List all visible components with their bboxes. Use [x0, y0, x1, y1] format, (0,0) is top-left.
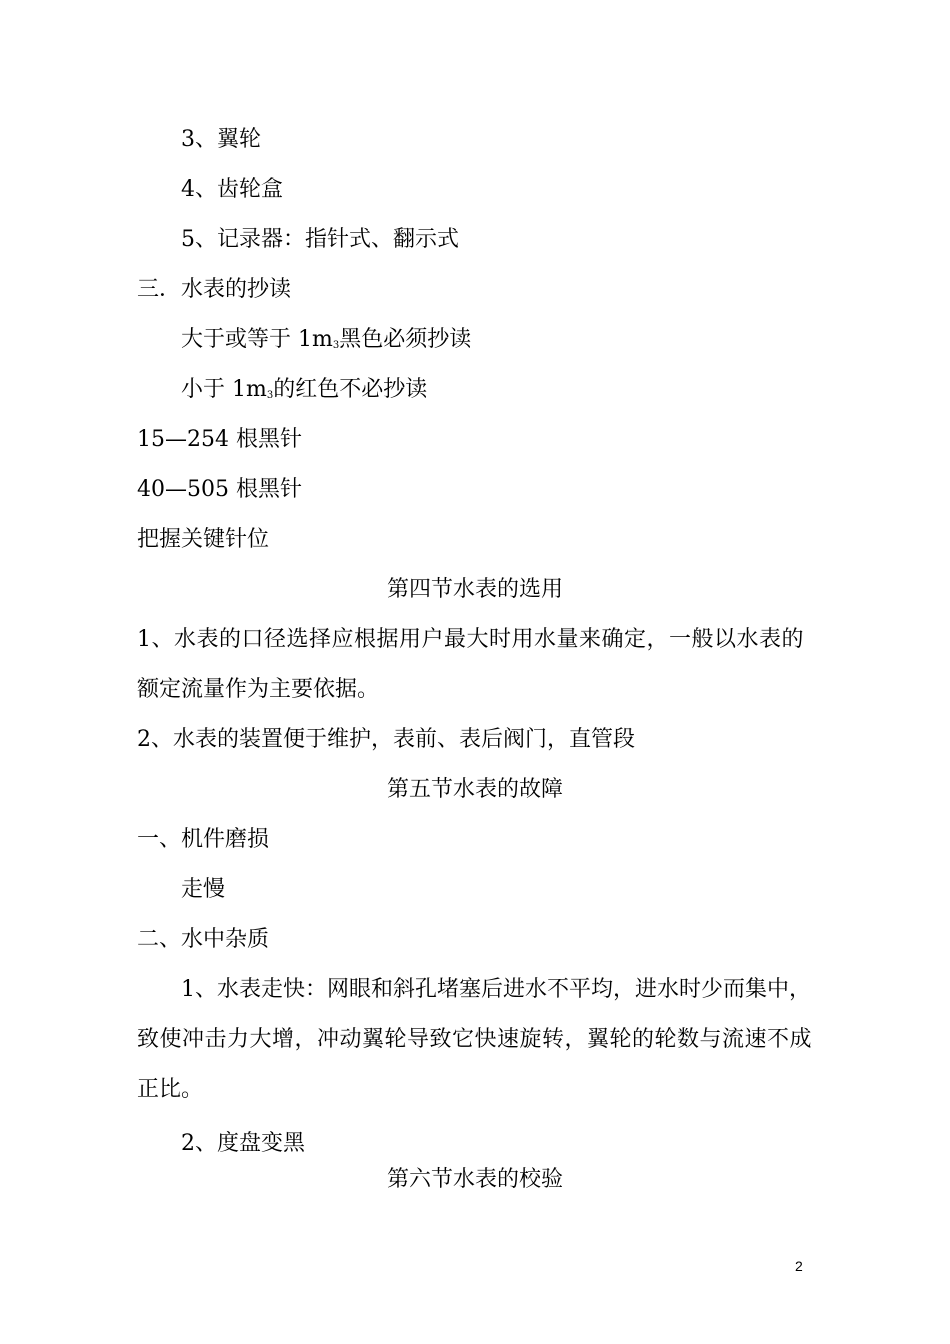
list-item-impeller: 3、翼轮	[181, 127, 261, 152]
fault-heading-wear: 一、机件磨损	[137, 827, 270, 852]
reading-rule-red-text: 小于 1m	[181, 377, 267, 402]
section-title-calibration: 第六节水表的校验	[386, 1167, 563, 1192]
selection-paragraph-2: 2、水表的装置便于维护，表前、表后阀门，直管段	[137, 727, 635, 752]
superscript: 3	[332, 340, 340, 351]
needles-line-1: 15—254 根黑针	[137, 427, 302, 452]
section-title-selection: 第四节水表的选用	[386, 577, 563, 602]
key-position-line: 把握关键针位	[137, 527, 270, 552]
selection-paragraph-1-line-2: 额定流量作为主要依据。	[137, 677, 380, 702]
section-heading-reading: 三．水表的抄读	[137, 277, 292, 302]
reading-rule-black-text-2: 黑色必须抄读	[339, 327, 472, 352]
list-item-gearbox: 4、齿轮盒	[181, 177, 283, 202]
needles-line-2: 40—505 根黑针	[137, 477, 302, 502]
reading-rule-red	[0, 376, 950, 410]
fault-paragraph-line-1: 1、水表走快：网眼和斜孔堵塞后进水不平均，进水时少而集中，	[181, 977, 811, 1002]
selection-paragraph-1-line-1: 1、水表的口径选择应根据用户最大时用水量来确定，一般以水表的	[137, 627, 804, 652]
reading-rule-black-text: 大于或等于 1m	[181, 327, 333, 352]
fault-item-slow: 走慢	[181, 877, 226, 902]
list-item-register: 5、记录器：指针式、翻示式	[181, 227, 459, 252]
superscript: 3	[266, 390, 274, 401]
fault-heading-impurities: 二、水中杂质	[137, 927, 270, 952]
page-number: 2	[795, 1258, 803, 1274]
fault-paragraph-line-3: 正比。	[137, 1077, 204, 1102]
fault-item-dial-dark: 2、度盘变黑	[181, 1131, 305, 1156]
fault-paragraph-line-2: 致使冲击力大增，冲动翼轮导致它快速旋转，翼轮的轮数与流速不成	[137, 1027, 813, 1052]
reading-rule-red-text-2: 的红色不必抄读	[273, 377, 428, 402]
reading-rule-black	[0, 326, 950, 360]
section-title-faults: 第五节水表的故障	[386, 777, 563, 802]
